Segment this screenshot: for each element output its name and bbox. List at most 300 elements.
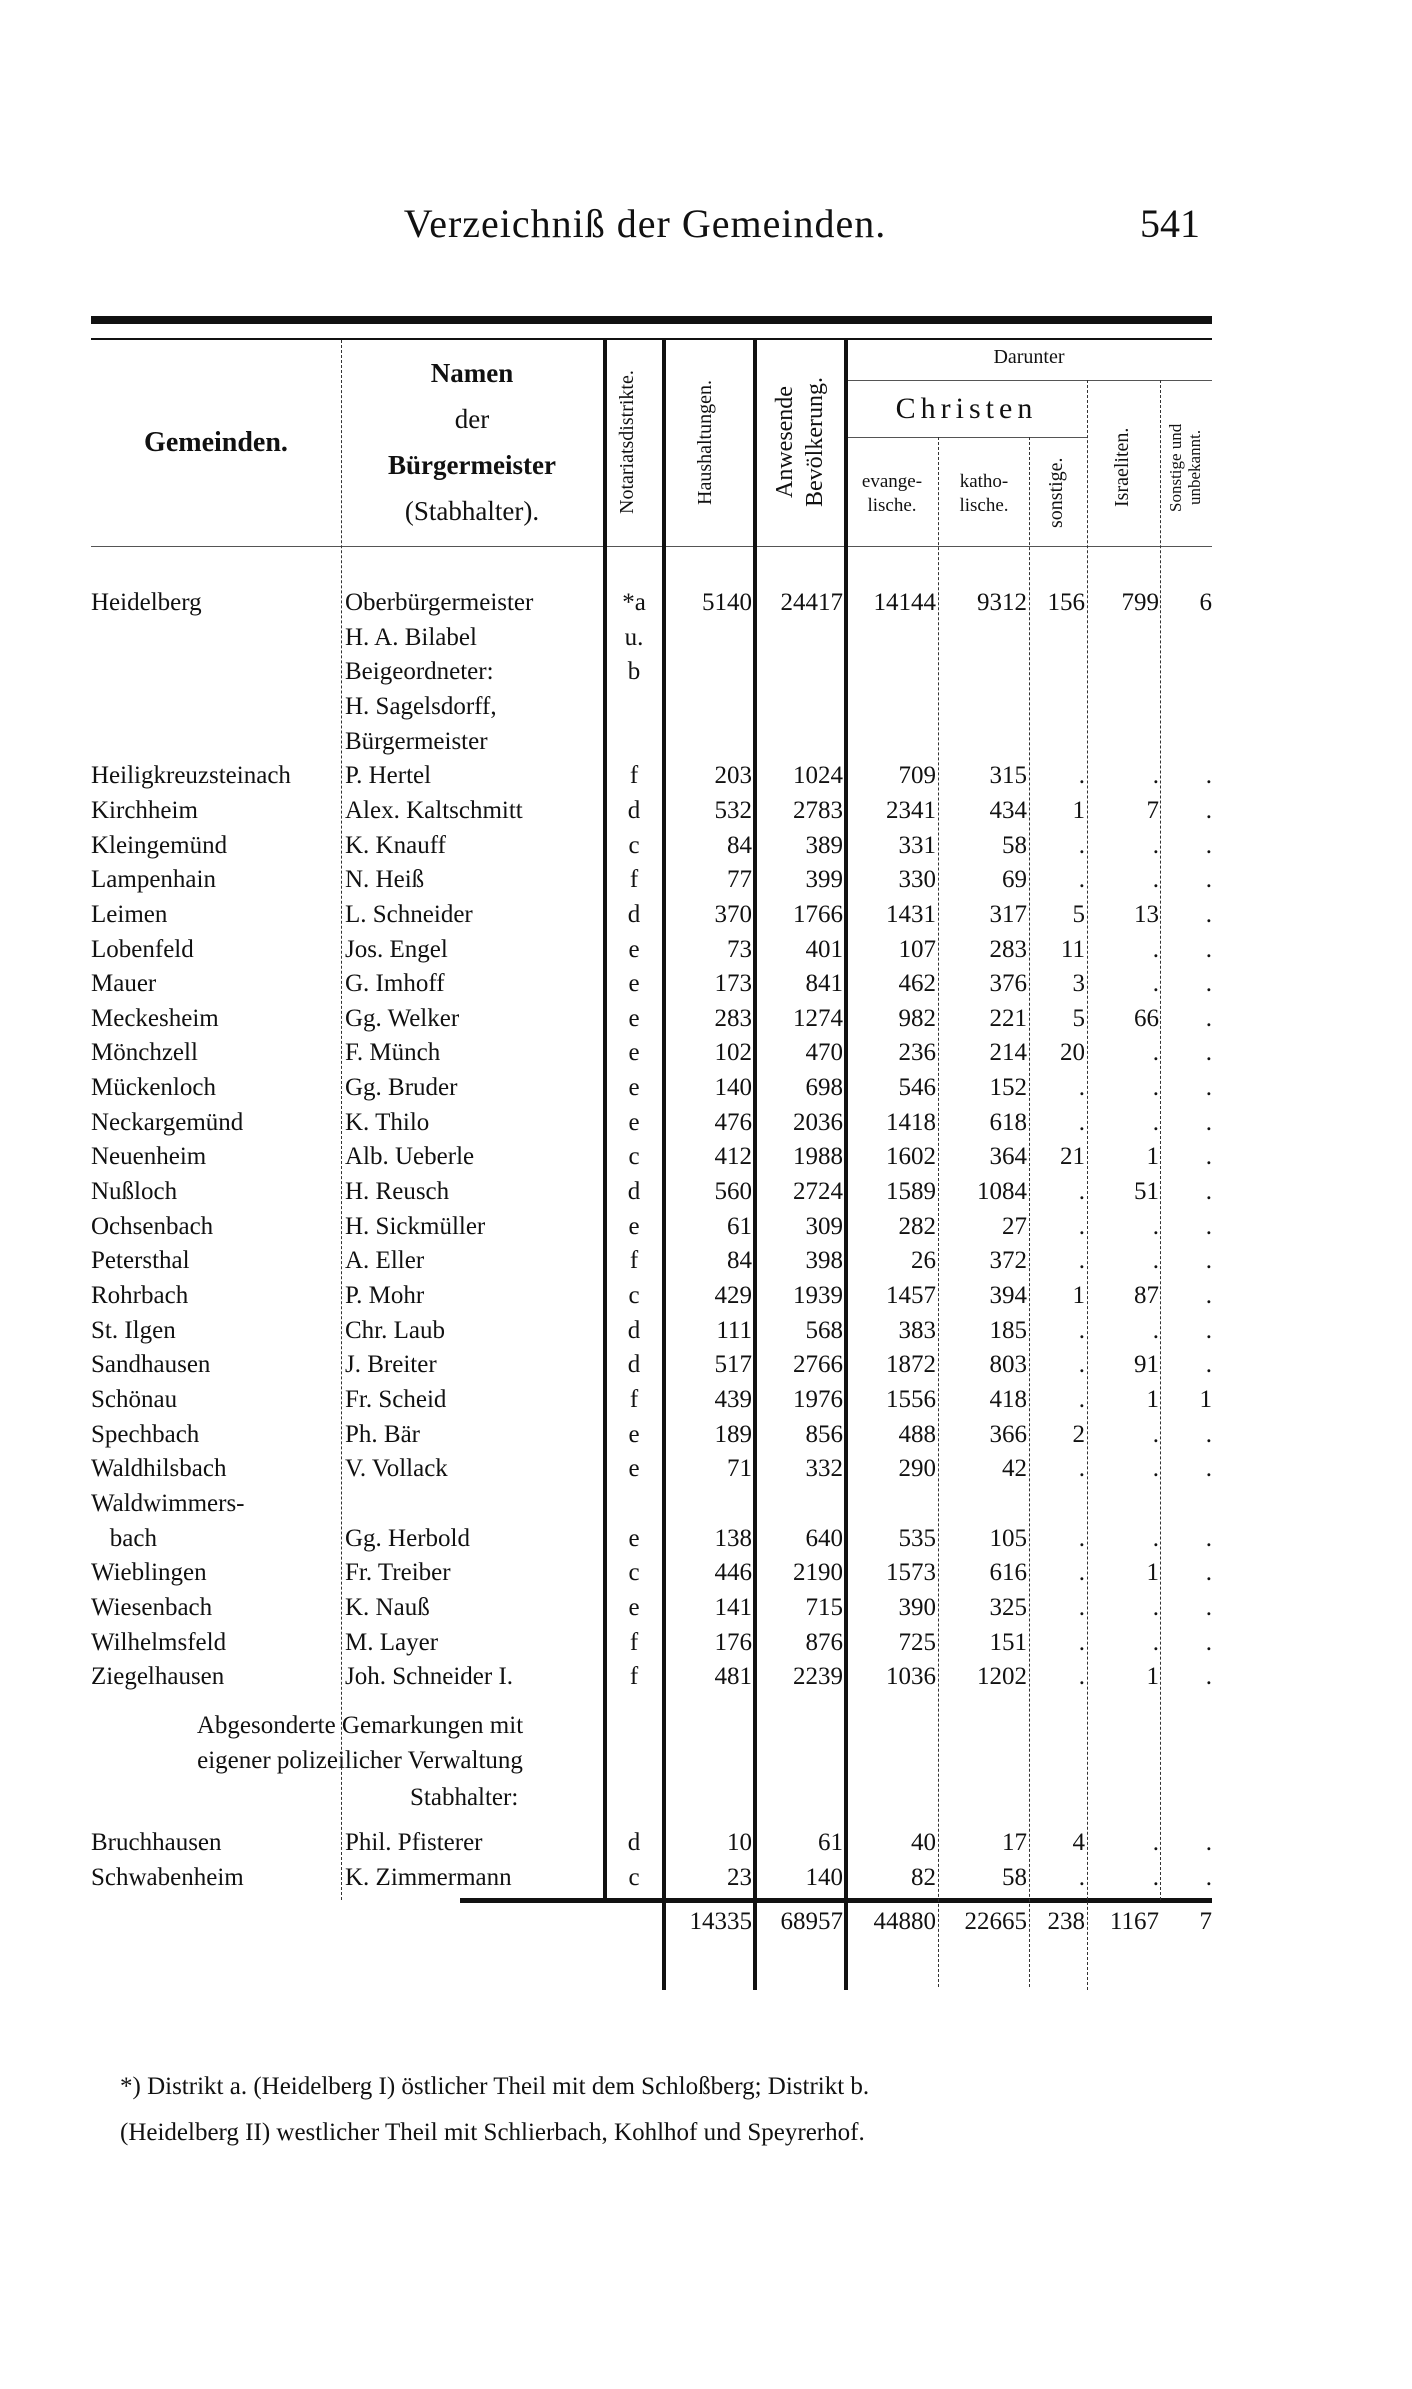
header-darunter: Darunter — [993, 346, 1065, 368]
buergermeister-name — [345, 1314, 600, 1349]
notariat-district-line: d — [627, 796, 641, 824]
cell-bevoelk: 715 — [805, 1593, 843, 1621]
cell-unbek: 1 — [1199, 1385, 1212, 1413]
gemeinde-name-line: Leimen — [91, 900, 168, 928]
cell-isr: . — [1152, 1863, 1159, 1891]
gemeinde-name-line: Waldwimmers- — [91, 1489, 245, 1517]
cell-evang: 1418 — [886, 1108, 936, 1136]
cell-isr: . — [1152, 1074, 1159, 1102]
gemeinde-name-line: Mückenloch — [91, 1074, 216, 1102]
total-kath: 22665 — [964, 1908, 1027, 1935]
notariat-district-line: e — [628, 1420, 640, 1448]
cell-bevoelk: 398 — [805, 1247, 843, 1275]
cell-evang: 331 — [898, 831, 936, 859]
totals-rule — [460, 1898, 1212, 1903]
cell-isr: 87 — [1134, 1282, 1159, 1309]
header-katholische: katho-lische. — [959, 471, 1009, 516]
column-divider — [1087, 380, 1088, 1990]
buergermeister-name — [345, 898, 600, 933]
cell-unbek: . — [1205, 1143, 1212, 1171]
cell-bevoelk: 1939 — [793, 1282, 843, 1309]
gemeinde-name-line: Wiesenbach — [91, 1593, 213, 1621]
cell-sonst: 20 — [1060, 1039, 1085, 1067]
cell-haushalt: 532 — [714, 796, 752, 824]
cell-unbek: . — [1205, 1524, 1212, 1552]
cell-kath: 283 — [989, 935, 1027, 963]
cell-evang: 1431 — [886, 900, 936, 928]
cell-unbek: . — [1205, 1593, 1212, 1621]
cell-haushalt: 439 — [714, 1385, 752, 1413]
cell-sonst: . — [1078, 866, 1085, 894]
cell-isr: 51 — [1134, 1178, 1159, 1206]
notariat-district-line: f — [629, 1628, 639, 1656]
cell-haushalt: 203 — [714, 762, 752, 790]
gemeinde-name-line: Heidelberg — [91, 589, 202, 616]
cell-bevoelk: 309 — [805, 1212, 843, 1240]
cell-haushalt: 84 — [727, 1247, 752, 1275]
cell-bevoelk: 24417 — [780, 589, 843, 616]
notariat-district-line: e — [628, 935, 640, 963]
notariat-district-line: e — [628, 1074, 640, 1102]
cell-kath: 364 — [989, 1143, 1027, 1171]
cell-evang: 982 — [898, 1004, 936, 1032]
buergermeister-name-line: A. Eller — [345, 1247, 425, 1275]
header-sonstige: sonstige. — [1045, 457, 1067, 528]
cell-isr: 1 — [1146, 1559, 1159, 1587]
cell-evang: 1457 — [886, 1282, 936, 1309]
cell-kath: 58 — [1002, 831, 1027, 859]
cell-evang: 709 — [898, 762, 936, 790]
buergermeister-name-line: L. Schneider — [345, 900, 473, 928]
cell-haushalt: 61 — [727, 1212, 752, 1240]
buergermeister-name — [345, 1383, 600, 1418]
gemeinde-name-line: Mönchzell — [91, 1039, 198, 1067]
notariat-district-line: d — [627, 1178, 641, 1206]
cell-haushalt: 140 — [714, 1074, 752, 1102]
cell-unbek: . — [1205, 1829, 1212, 1856]
cell-haushalt: 138 — [714, 1524, 752, 1552]
buergermeister-name-line: Joh. Schneider I. — [345, 1663, 514, 1691]
notariat-district-line: d — [627, 1829, 641, 1856]
cell-isr: . — [1152, 762, 1159, 790]
gemeinde-name — [91, 829, 341, 864]
notariat-district-line: d — [627, 1316, 641, 1344]
cell-haushalt: 446 — [714, 1559, 752, 1587]
cell-sonst: . — [1078, 1108, 1085, 1136]
notariat-district-line: e — [628, 1455, 640, 1483]
cell-sonst: . — [1078, 1212, 1085, 1240]
gemeinde-name-line: St. Ilgen — [91, 1316, 176, 1344]
gemeinde-name-line: bach — [91, 1524, 157, 1552]
notariat-district-line: e — [628, 1108, 640, 1136]
header-christen: Christen — [895, 392, 1038, 425]
cell-unbek: . — [1205, 1108, 1212, 1136]
buergermeister-name — [345, 1210, 600, 1245]
buergermeister-name — [345, 1826, 600, 1861]
cell-haushalt: 102 — [714, 1039, 752, 1067]
cell-evang: 290 — [898, 1455, 936, 1483]
cell-sonst: . — [1078, 1247, 1085, 1275]
page-title: Verzeichniß der Gemeinden. — [403, 201, 887, 246]
gemeinde-name-line: Petersthal — [91, 1247, 190, 1275]
cell-haushalt: 173 — [714, 970, 752, 998]
notariat-district-line: e — [628, 1004, 640, 1032]
gemeinde-name-line: Mauer — [91, 970, 157, 998]
buergermeister-name-line: Fr. Scheid — [345, 1385, 447, 1413]
cell-kath: 1084 — [977, 1178, 1027, 1206]
cell-isr: 91 — [1134, 1351, 1159, 1379]
cell-evang: 1556 — [886, 1385, 936, 1413]
cell-kath: 185 — [989, 1316, 1027, 1344]
table-top-thin-rule — [91, 338, 1212, 340]
notariat-district — [606, 1140, 662, 1175]
cell-evang: 1036 — [886, 1663, 936, 1691]
notariat-district-line: *a — [622, 589, 646, 616]
cell-isr: . — [1152, 1316, 1159, 1344]
total-bevoelk: 68957 — [780, 1908, 843, 1935]
buergermeister-name-line: H. Sagelsdorff, — [345, 692, 497, 720]
buergermeister-name-line: Jos. Engel — [345, 935, 448, 963]
cell-haushalt: 476 — [714, 1108, 752, 1136]
buergermeister-name — [345, 1002, 600, 1037]
gemeinde-name-line: Ziegelhausen — [91, 1663, 225, 1691]
gemeinde-name — [91, 1140, 341, 1175]
cell-unbek: . — [1205, 1316, 1212, 1344]
gemeinde-name-line: Wieblingen — [91, 1559, 207, 1587]
cell-bevoelk: 389 — [805, 831, 843, 859]
cell-unbek: 6 — [1199, 589, 1212, 616]
buergermeister-name-line: J. Breiter — [345, 1351, 437, 1379]
cell-haushalt: 429 — [714, 1282, 752, 1309]
cell-sonst: 4 — [1072, 1829, 1085, 1856]
notariat-district-line: u. — [624, 623, 644, 651]
cell-kath: 58 — [1002, 1863, 1027, 1891]
cell-kath: 315 — [989, 762, 1027, 790]
notariat-district — [606, 829, 662, 864]
cell-unbek: . — [1205, 866, 1212, 894]
cell-evang: 535 — [898, 1524, 936, 1552]
cell-sonst: 11 — [1060, 935, 1085, 963]
section-heading — [120, 1708, 600, 1778]
cell-haushalt: 176 — [714, 1628, 752, 1656]
cell-sonst: 1 — [1072, 796, 1085, 824]
gemeinde-name-line: Lobenfeld — [91, 935, 194, 963]
cell-evang: 462 — [898, 970, 936, 998]
gemeinde-name — [91, 586, 341, 621]
cell-kath: 376 — [989, 970, 1027, 998]
buergermeister-name-line: Alb. Ueberle — [345, 1143, 475, 1171]
header-unbekannt-line: Sonstige und — [1166, 423, 1185, 512]
notariat-district — [606, 1861, 662, 1896]
section-heading-line: Abgesonderte Gemarkungen mit — [196, 1712, 524, 1739]
cell-evang: 1573 — [886, 1559, 936, 1587]
cell-evang: 390 — [898, 1593, 936, 1621]
notariat-district — [606, 933, 662, 968]
cell-bevoelk: 140 — [805, 1863, 843, 1891]
buergermeister-name-line: G. Imhoff — [345, 970, 445, 998]
cell-bevoelk: 61 — [818, 1829, 843, 1856]
cell-bevoelk: 2783 — [793, 796, 843, 824]
cell-sonst: 21 — [1060, 1143, 1085, 1171]
cell-bevoelk: 1274 — [793, 1004, 843, 1032]
notariat-district — [606, 1626, 662, 1661]
notariat-district — [606, 1591, 662, 1626]
buergermeister-name — [345, 933, 600, 968]
header-namen-line: Namen — [430, 358, 514, 388]
cell-isr: . — [1152, 1524, 1159, 1552]
gemeinde-name — [91, 1071, 341, 1106]
footnote-line: *) Distrikt a. (Heidelberg I) östlicher Theil mit dem Schloßberg; Distrikt b. — [120, 2073, 870, 2100]
cell-evang: 282 — [898, 1212, 936, 1240]
notariat-district — [606, 1314, 662, 1349]
buergermeister-name-line: Ph. Bär — [345, 1420, 420, 1448]
cell-kath: 17 — [1002, 1829, 1027, 1856]
gemeinde-name-line: Sandhausen — [91, 1351, 211, 1379]
buergermeister-name-line — [345, 1487, 600, 1522]
cell-isr: . — [1152, 1829, 1159, 1856]
cell-isr: 1 — [1146, 1385, 1159, 1413]
cell-kath: 394 — [989, 1282, 1027, 1309]
cell-evang: 236 — [898, 1039, 936, 1067]
header-bevoelkerung-line: Bevölkerung. — [802, 377, 828, 508]
cell-isr: 1 — [1146, 1143, 1159, 1171]
cell-bevoelk: 856 — [805, 1420, 843, 1448]
notariat-district-line: d — [627, 1351, 641, 1379]
notariat-district — [606, 1556, 662, 1591]
cell-unbek: . — [1205, 1039, 1212, 1067]
cell-sonst: . — [1078, 1663, 1085, 1691]
gemeinde-name-line: Neckargemünd — [91, 1108, 244, 1136]
column-divider — [1160, 380, 1161, 1900]
header-notariat: Notariatsdistrikte. — [616, 370, 638, 515]
cell-unbek: . — [1205, 900, 1212, 928]
cell-kath: 803 — [989, 1351, 1027, 1379]
cell-haushalt: 23 — [727, 1863, 752, 1891]
column-divider — [1029, 437, 1030, 1987]
notariat-district-line: c — [628, 1282, 640, 1309]
cell-sonst: 3 — [1072, 970, 1085, 998]
notariat-district — [606, 794, 662, 829]
cell-bevoelk: 399 — [805, 866, 843, 894]
gemeinde-name — [91, 1036, 341, 1071]
cell-unbek: . — [1205, 1559, 1212, 1587]
buergermeister-name-line: N. Heiß — [345, 866, 425, 894]
cell-unbek: . — [1205, 1863, 1212, 1891]
cell-kath: 372 — [989, 1247, 1027, 1275]
buergermeister-name — [345, 759, 600, 794]
notariat-district — [606, 1106, 662, 1141]
cell-kath: 105 — [989, 1524, 1027, 1552]
cell-bevoelk: 1024 — [793, 762, 843, 790]
cell-sonst: . — [1078, 1178, 1085, 1206]
gemeinde-name-line: Schönau — [91, 1385, 178, 1413]
cell-bevoelk: 2190 — [793, 1559, 843, 1587]
cell-isr: . — [1152, 1455, 1159, 1483]
buergermeister-name-line: F. Münch — [345, 1039, 441, 1067]
cell-unbek: . — [1205, 1282, 1212, 1309]
cell-haushalt: 84 — [727, 831, 752, 859]
cell-bevoelk: 1988 — [793, 1143, 843, 1171]
total-haushalt: 14335 — [689, 1908, 752, 1935]
buergermeister-name-line: Oberbürgermeister — [345, 589, 534, 616]
cell-sonst: 1 — [1072, 1282, 1085, 1309]
notariat-district-line: f — [629, 1663, 639, 1691]
gemeinde-name-line: Neuenheim — [91, 1143, 207, 1171]
buergermeister-name — [345, 1556, 600, 1591]
buergermeister-name — [345, 1452, 600, 1487]
buergermeister-name-line: K. Nauß — [345, 1593, 430, 1621]
cell-unbek: . — [1205, 1420, 1212, 1448]
cell-evang: 1602 — [886, 1143, 936, 1171]
header-bevoelkerung — [770, 345, 830, 540]
cell-evang: 330 — [898, 866, 936, 894]
gemeinde-name-line: Kleingemünd — [91, 831, 228, 859]
gemeinde-name — [91, 1591, 341, 1626]
header-namen-line: der — [454, 404, 490, 434]
cell-evang: 383 — [898, 1316, 936, 1344]
notariat-district-line: e — [628, 1212, 640, 1240]
notariat-district — [606, 1210, 662, 1245]
cell-kath: 214 — [989, 1039, 1027, 1067]
cell-kath: 418 — [989, 1385, 1027, 1413]
buergermeister-name-line: V. Vollack — [345, 1455, 448, 1483]
cell-evang: 546 — [898, 1074, 936, 1102]
gemeinde-name — [91, 1556, 341, 1591]
notariat-district — [606, 1071, 662, 1106]
cell-unbek: . — [1205, 1663, 1212, 1691]
gemeinde-name — [91, 1244, 341, 1279]
notariat-district-line: e — [628, 1524, 640, 1552]
cell-evang: 1589 — [886, 1178, 936, 1206]
notariat-district — [606, 586, 662, 690]
gemeinde-name-line: Bruchhausen — [91, 1829, 222, 1856]
cell-unbek: . — [1205, 796, 1212, 824]
buergermeister-name — [345, 1418, 600, 1453]
cell-kath: 317 — [989, 900, 1027, 928]
gemeinde-name-line: Kirchheim — [91, 796, 198, 824]
notariat-district — [606, 1383, 662, 1418]
buergermeister-name — [345, 1626, 600, 1661]
cell-haushalt: 560 — [714, 1178, 752, 1206]
buergermeister-name-line: K. Zimmermann — [345, 1863, 512, 1891]
gemeinde-name — [91, 759, 341, 794]
buergermeister-name-line: Gg. Herbold — [345, 1524, 470, 1552]
christen-rule — [846, 437, 1087, 438]
column-divider — [341, 340, 342, 1900]
gemeinde-name — [91, 898, 341, 933]
cell-kath: 151 — [989, 1628, 1027, 1656]
buergermeister-name — [345, 586, 600, 759]
buergermeister-name — [345, 1244, 600, 1279]
notariat-district-line: c — [628, 1143, 640, 1171]
buergermeister-name-line: Phil. Pfisterer — [345, 1829, 483, 1856]
notariat-district — [606, 1487, 662, 1556]
cell-sonst: 156 — [1047, 589, 1085, 616]
gemeinde-name — [91, 1452, 341, 1487]
gemeinde-name — [91, 1106, 341, 1141]
cell-haushalt: 73 — [727, 935, 752, 963]
cell-kath: 42 — [1002, 1455, 1027, 1483]
total-evang: 44880 — [873, 1908, 936, 1935]
gemeinde-name — [91, 863, 341, 898]
notariat-district-line: f — [629, 1247, 639, 1275]
cell-haushalt: 370 — [714, 900, 752, 928]
cell-isr: . — [1152, 1212, 1159, 1240]
cell-evang: 107 — [898, 935, 936, 963]
cell-bevoelk: 332 — [805, 1455, 843, 1483]
header-namen-line: (Stabhalter). — [404, 496, 540, 526]
cell-bevoelk: 698 — [805, 1074, 843, 1102]
cell-sonst: 2 — [1072, 1420, 1085, 1448]
cell-bevoelk: 1766 — [793, 900, 843, 928]
gemeinde-name — [91, 1314, 341, 1349]
buergermeister-name — [345, 1071, 600, 1106]
notariat-district-line: e — [628, 970, 640, 998]
buergermeister-name-line: Chr. Laub — [345, 1316, 445, 1344]
cell-isr: 13 — [1134, 900, 1159, 928]
buergermeister-name — [345, 1591, 600, 1626]
cell-kath: 325 — [989, 1593, 1027, 1621]
darunter-rule — [846, 380, 1212, 381]
gemeinde-name — [91, 1626, 341, 1661]
notariat-district — [606, 967, 662, 1002]
cell-bevoelk: 2766 — [793, 1351, 843, 1379]
cell-evang: 488 — [898, 1420, 936, 1448]
gemeinde-name-line: Ochsenbach — [91, 1212, 214, 1240]
gemeinde-name — [91, 1175, 341, 1210]
cell-sonst: . — [1078, 1593, 1085, 1621]
gemeinde-name-line: Wilhelmsfeld — [91, 1628, 227, 1656]
buergermeister-name-line: H. A. Bilabel — [345, 623, 477, 651]
gemeinde-name — [91, 1861, 341, 1896]
buergermeister-name — [345, 1175, 600, 1210]
cell-kath: 1202 — [977, 1663, 1027, 1691]
gemeinde-name — [91, 1210, 341, 1245]
cell-bevoelk: 841 — [805, 970, 843, 998]
notariat-district-line: c — [628, 831, 640, 859]
cell-bevoelk: 2036 — [793, 1108, 843, 1136]
cell-sonst: . — [1078, 1074, 1085, 1102]
cell-sonst: . — [1078, 1524, 1085, 1552]
gemeinde-name-line: Schwabenheim — [91, 1863, 244, 1891]
cell-haushalt: 283 — [714, 1004, 752, 1032]
cell-haushalt: 5140 — [702, 589, 752, 616]
buergermeister-name — [345, 1106, 600, 1141]
cell-kath: 616 — [989, 1559, 1027, 1587]
cell-evang: 1872 — [886, 1351, 936, 1379]
gemeinde-name — [91, 794, 341, 829]
notariat-district — [606, 898, 662, 933]
notariat-district-line: b — [627, 658, 641, 686]
buergermeister-name — [345, 829, 600, 864]
notariat-district-line: e — [628, 1039, 640, 1067]
cell-haushalt: 517 — [714, 1351, 752, 1379]
section-heading-line: eigener polizeilicher Verwaltung — [197, 1747, 523, 1774]
cell-unbek: . — [1205, 970, 1212, 998]
gemeinde-name — [91, 1418, 341, 1453]
cell-evang: 725 — [898, 1628, 936, 1656]
notariat-district — [606, 1244, 662, 1279]
cell-bevoelk: 401 — [805, 935, 843, 963]
cell-isr: . — [1152, 866, 1159, 894]
cell-isr: . — [1152, 970, 1159, 998]
cell-sonst: . — [1078, 1316, 1085, 1344]
cell-haushalt: 71 — [727, 1455, 752, 1483]
buergermeister-name-line: K. Knauff — [345, 831, 446, 859]
gemeinde-name — [91, 1348, 341, 1383]
cell-unbek: . — [1205, 1455, 1212, 1483]
buergermeister-name — [345, 1660, 600, 1695]
